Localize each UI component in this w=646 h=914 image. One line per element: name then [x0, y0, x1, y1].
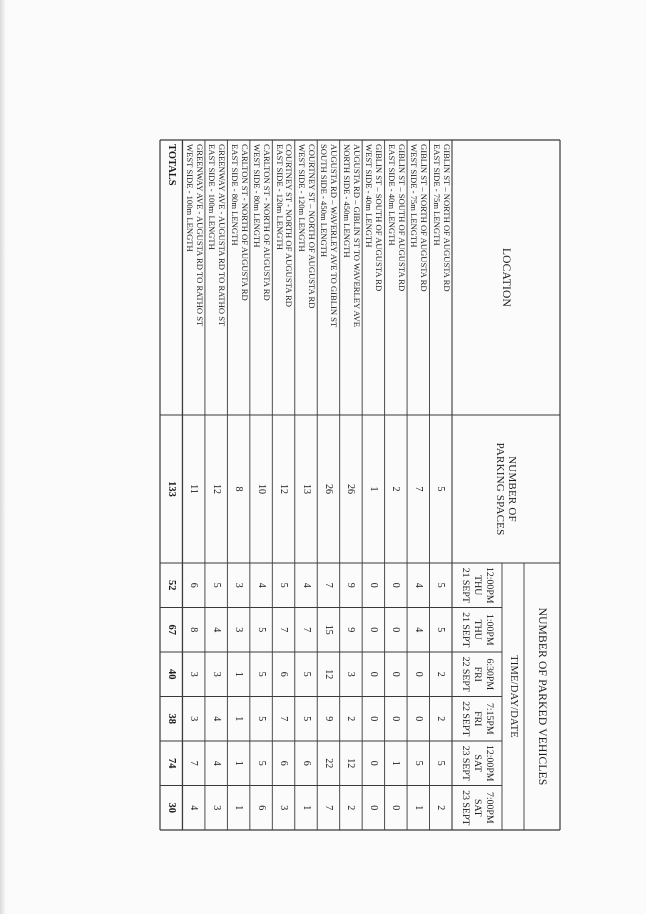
vehicle-count-cell: 4 [412, 582, 424, 588]
scan-edge [0, 0, 6, 914]
location-side-length: EAST SIDE - 80m LENGTH [229, 144, 240, 246]
vehicle-count-cell: 5 [255, 671, 267, 677]
vehicle-count-cell: 0 [367, 805, 379, 811]
parked-vehicles-header: NUMBER OF PARKED VEHICLES [536, 607, 549, 786]
totals-count-cell: 40 [165, 669, 177, 680]
location-street: COURTNEY ST - NORTH OF AUGUSTA RD [284, 144, 295, 308]
location-street: CARLTON ST - NORTH OF AUGUSTA RD [239, 144, 250, 301]
vehicle-count-cell: 5 [435, 760, 447, 766]
vehicle-count-cell: 6 [278, 760, 290, 766]
vehicle-count-cell: 1 [233, 805, 245, 811]
vehicle-count-cell: 5 [435, 627, 447, 633]
vehicle-count-cell: 6 [255, 805, 267, 811]
vehicle-count-cell: 15 [322, 624, 334, 635]
location-street: GIBLIN ST – NORTH OF AUGUSTA RD [441, 144, 452, 292]
vehicle-count-cell: 5 [255, 760, 267, 766]
vehicle-count-cell: 0 [412, 716, 424, 722]
vehicle-count-cell: 2 [345, 716, 357, 722]
location-side-length: WEST SIDE - 75m LENGTH [409, 144, 420, 248]
vehicle-count-cell: 8 [188, 627, 200, 633]
location-side-length: EAST SIDE - 120m LENGTH [274, 144, 285, 250]
location-cell [272, 140, 294, 415]
location-cell [205, 140, 227, 415]
time-column-header-line: 7:00PM [483, 791, 495, 824]
location-street: GIBLIN ST – SOUTH OF AUGUSTA RD [396, 144, 407, 292]
time-column-header [452, 652, 502, 697]
vehicle-count-cell: 2 [435, 671, 447, 677]
vehicle-count-cell: 4 [412, 627, 424, 633]
parking-spaces-cell: 11 [188, 484, 200, 494]
time-column-header-line: 1:00PM [483, 613, 495, 646]
vehicle-count-cell: 5 [435, 582, 447, 588]
totals-label: TOTALS [166, 144, 178, 186]
vehicle-count-cell: 4 [210, 716, 222, 722]
time-column-header-line: 22 SEPT [460, 701, 472, 737]
vehicle-count-cell: 0 [367, 627, 379, 633]
vehicle-count-cell: 5 [278, 582, 290, 588]
vehicle-count-cell: 12 [345, 758, 357, 769]
time-column-header-line: 12:00PM [483, 567, 495, 604]
location-cell [430, 140, 452, 415]
vehicle-count-cell: 0 [390, 805, 402, 811]
parking-spaces-cell: 26 [322, 484, 334, 494]
location-side-length: SOUTH SIDE - 450m LENGTH [319, 144, 330, 258]
parking-spaces-cell: 5 [435, 486, 447, 492]
vehicle-count-cell: 12 [322, 669, 334, 680]
vehicle-count-cell: 7 [278, 627, 290, 633]
vehicle-count-cell: 7 [188, 760, 200, 766]
parking-spaces-cell: 7 [412, 486, 424, 492]
vehicle-count-cell: 5 [210, 582, 222, 588]
totals-count-cell: 67 [165, 624, 177, 635]
vehicle-count-cell: 0 [367, 760, 379, 766]
vehicle-count-cell: 2 [435, 805, 447, 811]
location-side-length: WEST SIDE - 80m LENGTH [252, 144, 263, 248]
location-street: GREENWAY AVE - AUGUSTA RD TO RATHO ST [194, 144, 205, 327]
vehicle-count-cell: 2 [435, 716, 447, 722]
vehicle-count-cell: 0 [367, 582, 379, 588]
vehicle-count-cell: 3 [210, 805, 222, 811]
vehicle-count-cell: 0 [367, 671, 379, 677]
vehicle-count-cell: 4 [255, 582, 267, 588]
time-column-header [452, 697, 502, 742]
location-side-length: WEST SIDE - 120m LENGTH [297, 144, 308, 252]
parking-spaces-cell: 13 [300, 484, 312, 494]
parking-spaces-cell: 12 [210, 484, 222, 494]
location-cell [250, 140, 272, 415]
vehicle-count-cell: 1 [233, 716, 245, 722]
location-side-length: WEST SIDE - 100m LENGTH [184, 144, 195, 252]
vehicle-count-cell: 2 [345, 805, 357, 811]
vehicle-count-cell: 4 [188, 805, 200, 811]
vehicle-count-cell: 3 [278, 805, 290, 811]
vehicle-count-cell: 7 [300, 627, 312, 633]
vehicle-count-cell: 0 [367, 716, 379, 722]
location-street: CARLTON ST - NORTH OF AUGUSTA RD [261, 144, 272, 301]
time-column-header-line: 12:00PM [483, 745, 495, 782]
time-day-date-header: TIME/DAY/DATE [507, 655, 519, 738]
vehicle-count-cell: 4 [210, 627, 222, 633]
location-header: LOCATION [500, 247, 513, 308]
vehicle-count-cell: 3 [210, 671, 222, 677]
vehicle-count-cell: 7 [322, 582, 334, 588]
vehicle-count-cell: 5 [300, 671, 312, 677]
time-column-header-line: 7:15PM [483, 702, 495, 735]
location-cell [362, 140, 384, 415]
time-column-header-line: 6:30PM [483, 658, 495, 691]
vehicle-count-cell: 22 [322, 758, 334, 769]
vehicle-count-cell: 9 [345, 582, 357, 588]
location-cell [227, 140, 249, 415]
vehicle-count-cell: 1 [412, 805, 424, 811]
location-side-length: EAST SIDE - 100m LENGTH [207, 144, 218, 250]
vehicle-count-cell: 7 [278, 716, 290, 722]
totals-spaces-cell: 133 [165, 481, 177, 497]
location-cell [295, 140, 317, 415]
vehicle-count-cell: 4 [210, 760, 222, 766]
time-column-header [452, 741, 502, 786]
parking-spaces-cell: 2 [390, 486, 402, 492]
parking-spaces-cell: 8 [233, 486, 245, 492]
vehicle-count-cell: 9 [345, 627, 357, 633]
vehicle-count-cell: 3 [188, 716, 200, 722]
vehicle-count-cell: 3 [233, 627, 245, 633]
location-street: COURTNEY ST – NORTH OF AUGUSTA RD [306, 144, 317, 309]
time-column-header-line: 23 SEPT [460, 790, 472, 826]
parking-spaces-cell: 26 [345, 484, 357, 494]
time-column-header-line: 21 SEPT [460, 612, 472, 648]
location-side-length: WEST SIDE - 40m LENGTH [364, 144, 375, 248]
time-column-header-line: SAT [471, 799, 483, 817]
vehicle-count-cell: 7 [322, 805, 334, 811]
vehicle-count-cell: 3 [345, 671, 357, 677]
location-street: GIBLIN ST – SOUTH OF AUGUSTA RD [374, 144, 385, 292]
vehicle-count-cell: 5 [412, 760, 424, 766]
location-street: AUGUSTA RD – GIBLIN ST TO WAVERLEY AVE [351, 144, 362, 328]
vehicle-count-cell: 1 [300, 805, 312, 811]
rotated-parking-table [160, 140, 560, 830]
location-street: GREENWAY AVE - AUGUSTA RD TO RATHO ST [217, 144, 228, 327]
vehicle-count-cell: 6 [300, 760, 312, 766]
location-cell [385, 140, 407, 415]
totals-count-cell: 38 [165, 713, 177, 724]
time-column-header-line: 22 SEPT [460, 656, 472, 692]
time-column-header [452, 563, 502, 608]
totals-count-cell: 30 [165, 802, 177, 813]
vehicle-count-cell: 1 [233, 760, 245, 766]
totals-count-cell: 74 [165, 758, 177, 769]
totals-count-cell: 52 [165, 580, 177, 591]
vehicle-count-cell: 6 [278, 671, 290, 677]
location-side-length: EAST SIDE - 75m LENGTH [431, 144, 442, 246]
parking-spaces-cell: 10 [255, 484, 267, 494]
vehicle-count-cell: 3 [233, 582, 245, 588]
vehicle-count-cell: 9 [322, 716, 334, 722]
vehicle-count-cell: 5 [255, 627, 267, 633]
time-column-header [452, 608, 502, 653]
time-column-header-line: 23 SEPT [460, 745, 472, 781]
time-column-header-line: SAT [471, 754, 483, 772]
location-cell [340, 140, 362, 415]
time-column-header-line: 21 SEPT [460, 567, 472, 603]
time-column-header [452, 786, 502, 831]
time-column-header-line: FRI [471, 666, 483, 682]
vehicle-count-cell: 0 [390, 716, 402, 722]
location-cell [317, 140, 339, 415]
parking-spaces-header: NUMBER OF PARKING SPACES [494, 442, 519, 536]
location-cell [407, 140, 429, 415]
vehicle-count-cell: 5 [255, 716, 267, 722]
time-column-header-line: FRI [471, 711, 483, 727]
vehicle-count-cell: 4 [300, 582, 312, 588]
location-street: GIBLIN ST – NORTH OF AUGUSTA RD [419, 144, 430, 292]
location-cell [182, 140, 204, 415]
vehicle-count-cell: 3 [188, 671, 200, 677]
vehicle-count-cell: 0 [390, 671, 402, 677]
location-side-length: NORTH SIDE - 450m LENGTH [341, 144, 352, 258]
vehicle-count-cell: 5 [300, 716, 312, 722]
vehicle-count-cell: 1 [390, 760, 402, 766]
parking-spaces-cell: 12 [278, 484, 290, 494]
vehicle-count-cell: 6 [188, 582, 200, 588]
vehicle-count-cell: 1 [233, 671, 245, 677]
vehicle-count-cell: 0 [412, 671, 424, 677]
location-street: AUGUSTA RD – WAVERLEY AVE TO GIBLIN ST [329, 144, 340, 328]
time-column-header-line: THU [471, 619, 483, 640]
parking-spaces-cell: 1 [367, 486, 379, 492]
location-side-length: EAST SIDE - 40m LENGTH [386, 144, 397, 246]
vehicle-count-cell: 0 [390, 582, 402, 588]
vehicle-count-cell: 0 [390, 627, 402, 633]
time-column-header-line: THU [471, 575, 483, 596]
